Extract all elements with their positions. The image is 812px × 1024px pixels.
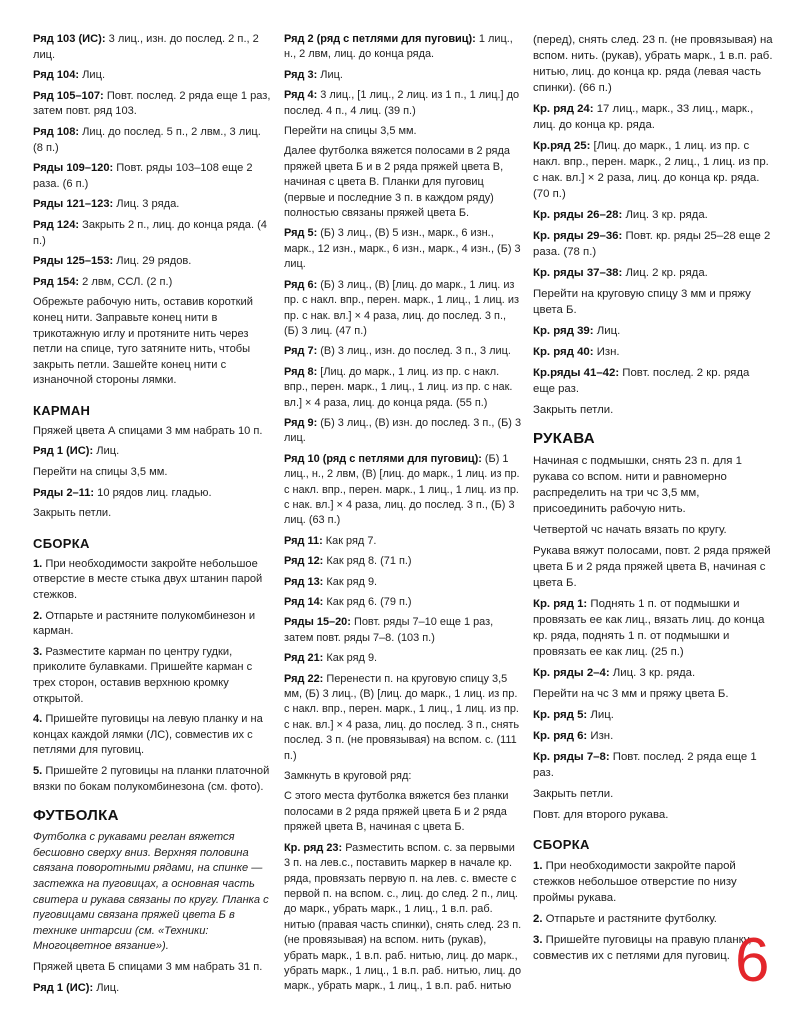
row-label: Кр. ряд 39: bbox=[533, 325, 594, 337]
paragraph bbox=[33, 218, 271, 249]
paragraph-text: Лиц. bbox=[587, 709, 614, 721]
row-label: 4. bbox=[33, 713, 43, 726]
paragraph-text: При необходимости закройте парой стежков небольшое отверстие по низу проймы рукава. bbox=[533, 860, 737, 904]
paragraph bbox=[33, 506, 271, 522]
paragraph bbox=[533, 686, 773, 702]
paragraph-text: Лиц. 3 ряда. bbox=[113, 198, 180, 211]
section-heading: ФУТБОЛКА bbox=[33, 807, 119, 825]
paragraph bbox=[33, 609, 271, 640]
row-label: Кр.ряд 25: bbox=[533, 140, 591, 152]
row-label: Кр. ряд 40: bbox=[533, 346, 594, 358]
paragraph bbox=[284, 278, 522, 340]
paragraph bbox=[284, 615, 522, 646]
paragraph-text: (Б) 3 лиц., (В) [лиц. до марк., 1 лиц. из пр. с накл. впр., перен. марк., 1 лиц., 1 лиц. из пр. с нак. вл.] × 4 раза, лиц. до послед. 3 п., (Б) 3 лиц. (47 п.) bbox=[284, 278, 519, 337]
paragraph-text: С этого места футболка вяжется без планки полосами в 2 ряда пряжей цвета Б и 2 ряда пряжей цвета В, начиная с цвета Б. bbox=[284, 790, 509, 834]
row-label: Ряд 3: bbox=[284, 68, 318, 81]
paragraph-text: Лиц. до послед. 5 п., 2 лвм., 3 лиц. (8 п.) bbox=[33, 125, 261, 154]
row-label: Ряд 13: bbox=[284, 575, 324, 588]
row-label: Ряд 8: bbox=[284, 365, 318, 378]
paragraph-text: Пряжей цвета А спицами 3 мм набрать 10 п. bbox=[33, 424, 263, 437]
row-label: Ряд 108: bbox=[33, 125, 80, 138]
row-label: Ряд 1 (ИС): bbox=[33, 445, 94, 458]
paragraph bbox=[33, 254, 271, 270]
paragraph bbox=[533, 707, 773, 723]
paragraph bbox=[284, 595, 522, 610]
paragraph bbox=[284, 534, 522, 549]
row-label: 1. bbox=[33, 557, 43, 570]
column-1 bbox=[33, 32, 271, 1001]
paragraph bbox=[284, 88, 522, 119]
paragraph-text: Пришейте пуговицы на левую планку и на концах каждой лямки (ЛС), совместив их с петлями для пуговиц. bbox=[33, 713, 263, 757]
paragraph-text: Лиц. bbox=[79, 69, 106, 82]
paragraph-text: Начиная с подмышки, снять 23 п. для 1 рукава со вспом. нити и равномерно распределить на три чс 3,5 мм, присоединить рабочую нить. bbox=[533, 455, 742, 515]
paragraph bbox=[533, 453, 773, 517]
paragraph-text: 3 лиц., изн. до послед. 2 п., 2 лиц. bbox=[33, 33, 259, 61]
paragraph bbox=[33, 197, 271, 213]
paragraph bbox=[284, 365, 522, 411]
paragraph-text: Лиц. bbox=[93, 445, 120, 458]
paragraph bbox=[533, 402, 773, 418]
paragraph-text: Пришейте 2 пуговицы на планки платочной вязки по бокам полукомбинезона (см. фото). bbox=[33, 764, 270, 793]
paragraph-text: Разместите карман по центру гудки, приколите булавками. Пришейте карман с трех сторон, оставив верхнюю кромку открытой. bbox=[33, 645, 253, 705]
paragraph bbox=[33, 645, 271, 707]
row-label: Кр. ряд 5: bbox=[533, 709, 588, 721]
paragraph bbox=[533, 911, 773, 927]
row-label: Ряд 104: bbox=[33, 69, 80, 82]
paragraph bbox=[284, 841, 522, 995]
paragraph-text: Повт. для второго рукава. bbox=[533, 809, 669, 821]
paragraph-text: Изн. bbox=[587, 730, 614, 742]
paragraph bbox=[533, 728, 773, 744]
paragraph-text: Повт. послед. 2 ряда еще 1 раз, затем повт. ряд 103. bbox=[33, 89, 271, 118]
row-label: Кр. ряды 26–28: bbox=[533, 209, 623, 221]
paragraph bbox=[533, 138, 773, 202]
paragraph bbox=[284, 769, 522, 784]
paragraph-text: Замкнуть в круговой ряд: bbox=[284, 770, 412, 783]
section-heading: РУКАВА bbox=[533, 430, 595, 447]
paragraph bbox=[284, 452, 522, 529]
paragraph-text: Перейти на спицы 3,5 мм. bbox=[284, 125, 417, 138]
paragraph-text: Как ряд 6. (79 п.) bbox=[323, 596, 412, 608]
row-label: Ряды 121–123: bbox=[33, 198, 114, 211]
paragraph bbox=[533, 265, 773, 281]
paragraph-text: Повт. послед. 2 кр. ряда еще раз. bbox=[533, 367, 750, 395]
row-label: Ряд 103 (ИС): bbox=[33, 33, 106, 45]
paragraph-text: Обрежьте рабочую нить, оставив короткий конец нити. Заправьте конец нити в трикотажную иглу и протяните нить через петли на спице, туго затяните нить, чтобы закрыть петли. Зашейте конец нити с изнаночной стороны лямки. bbox=[33, 296, 253, 387]
paragraph-text: Повт. послед. 2 ряда еще 1 раз. bbox=[533, 751, 757, 779]
paragraph-text: Лиц. bbox=[93, 981, 120, 994]
paragraph bbox=[33, 960, 271, 976]
column-3 bbox=[533, 32, 773, 969]
row-label: Ряд 4: bbox=[284, 89, 318, 102]
paragraph-text: Футболка с рукавами реглан вяжется бесшовно сверху вниз. Верхняя половина связана поворотными рядами, на спинке — застежка на пуговицах, а основная часть свитера и рукава связаны по кругу. Планка с пуговицами связана пряжей цвета Б в технике интарсии (см. «Техники: Многоцветное вязание»). bbox=[33, 831, 269, 953]
paragraph-text: (перед), снять след. 23 п. (не провязывая) на вспом. нить. (рукав), убрать марк., 1 в.п. раб. нитью, лиц. до конца кр. ряда (левая часть спинки). (66 п.) bbox=[533, 34, 773, 94]
paragraph bbox=[284, 226, 522, 272]
paragraph-text: (Б) 3 лиц., (В) изн. до послед. 3 п., (Б) 3 лиц. bbox=[284, 416, 522, 445]
row-label: Ряд 5: bbox=[284, 227, 318, 240]
paragraph-text: Изн. bbox=[593, 346, 620, 358]
row-label: Ряд 7: bbox=[284, 345, 318, 358]
paragraph bbox=[284, 672, 522, 764]
row-label: Кр. ряды 2–4: bbox=[533, 667, 610, 679]
paragraph bbox=[284, 789, 522, 835]
row-label: 1. bbox=[533, 860, 543, 872]
row-label: Ряд 14: bbox=[284, 596, 324, 608]
paragraph bbox=[533, 522, 773, 538]
paragraph-text: При необходимости закройте небольшое отверстие в месте стыка двух штанин парой стежков. bbox=[33, 557, 263, 602]
paragraph bbox=[533, 858, 773, 906]
paragraph-text: Закрыть петли. bbox=[533, 788, 614, 800]
paragraph-text: Закрыть петли. bbox=[533, 404, 614, 416]
row-label: Ряд 6: bbox=[284, 278, 318, 291]
paragraph-text: Четвертой чс начать вязать по кругу. bbox=[533, 524, 727, 536]
row-label: Кр. ряды 37–38: bbox=[533, 267, 623, 279]
paragraph bbox=[33, 764, 271, 795]
paragraph bbox=[33, 557, 271, 604]
paragraph-text: Лиц. bbox=[317, 68, 343, 81]
paragraph bbox=[33, 89, 271, 120]
paragraph-text: Пришейте пуговицы на правую планку, совместив их с петлями для пуговиц. bbox=[533, 934, 752, 962]
paragraph-text: Разместить вспом. с. за первыми 3 п. на лев.с., поставить маркер в начале кр. ряда, провязать первую п. на лев. с. вместе с первой п. на вспом. с., лиц. до след. 2 п., лиц. до марк., убрать марк., 1 лиц., 1 в.п. раб. нитью (правая часть спинки), снять след. 23 п. (не провязывая) на вспом. нить (рукав), убрать марк., 1 в.п. раб. нитью, лиц. до марк., убрать марк., 1 лиц., 1 в.п. раб. нитью, лиц. до марк., убрать марк., 1 лиц., 1 в.п. раб. нитью bbox=[284, 841, 522, 993]
paragraph bbox=[284, 575, 522, 590]
section-heading: КАРМАН bbox=[33, 402, 91, 418]
paragraph bbox=[533, 596, 773, 660]
row-label: Ряд 105–107: bbox=[33, 89, 104, 102]
paragraph-text: Перенести п. на круговую спицу 3,5 мм, (Б) 3 лиц., (В) [лиц. до марк., 1 лиц. из пр. с накл. впр., перен. марк., 1 лиц., 1 лиц. из пр. с нак. вл.] × 4 раза, лиц. до послед. 3 п., снять послед. 3 п. (не провязывая) на вспом. с. (111 п.) bbox=[284, 672, 520, 762]
paragraph bbox=[533, 286, 773, 318]
paragraph bbox=[33, 486, 271, 502]
row-label: 3. bbox=[533, 934, 543, 946]
paragraph bbox=[533, 207, 773, 223]
paragraph-text: Повт. ряды 7–10 еще 1 раз, затем повт. ряды 7–8. (103 п.) bbox=[284, 616, 494, 644]
paragraph bbox=[284, 554, 522, 569]
row-label: Кр.ряды 41–42: bbox=[533, 367, 620, 379]
paragraph bbox=[33, 125, 271, 156]
paragraph-text: Пряжей цвета Б спицами 3 мм набрать 31 п. bbox=[33, 960, 263, 973]
paragraph-text: Лиц. 2 кр. ряда. bbox=[622, 267, 708, 279]
row-label: Ряд 154: bbox=[33, 275, 80, 288]
paragraph-text: 3 лиц., [1 лиц., 2 лиц. из 1 п., 1 лиц.] до послед. 4 п., 4 лиц. (39 п.) bbox=[284, 89, 520, 117]
paragraph-text: (Б) 1 лиц., н., 2 лвм, (В) [лиц. до марк., 1 лиц. из пр. с накл. впр., перен. марк., 1 лиц., 1 лиц. из пр. с нак. вл.] × 4 раза, лиц. до послед. 3 п., (Б) 3 лиц. (63 п.) bbox=[284, 452, 520, 527]
paragraph-text: Повт. кр. ряды 25–28 еще 2 раза. (78 п.) bbox=[533, 230, 771, 258]
row-label: Ряды 109–120: bbox=[33, 162, 114, 175]
row-label: Ряд 2 (ряд с петлями для пуговиц): bbox=[284, 33, 476, 45]
row-label: Кр. ряды 29–36: bbox=[533, 230, 623, 242]
paragraph bbox=[533, 543, 773, 591]
paragraph-text: Повт. ряды 103–108 еще 2 раза. (6 п.) bbox=[33, 162, 253, 190]
page-number: 6 bbox=[735, 926, 770, 995]
row-label: Ряд 9: bbox=[284, 416, 318, 429]
paragraph bbox=[533, 344, 773, 360]
paragraph bbox=[533, 323, 773, 339]
paragraph-text: (Б) 3 лиц., (В) 5 изн., марк., 6 изн., марк., 12 изн., марк., 6 изн., марк., 4 изн., (Б) 3 лиц. bbox=[284, 227, 521, 271]
paragraph bbox=[33, 830, 271, 955]
row-label: Ряд 21: bbox=[284, 652, 324, 665]
row-label: Кр. ряд 23: bbox=[284, 841, 343, 854]
paragraph bbox=[533, 749, 773, 781]
paragraph bbox=[33, 424, 271, 440]
paragraph-text: (В) 3 лиц., изн. до послед. 3 п., 3 лиц. bbox=[317, 345, 511, 358]
section-heading: СБОРКА bbox=[33, 535, 90, 551]
paragraph-text: Как ряд 7. bbox=[322, 534, 377, 547]
row-label: Ряд 11: bbox=[284, 534, 323, 547]
paragraph bbox=[284, 32, 522, 63]
paragraph bbox=[284, 124, 522, 139]
paragraph bbox=[33, 295, 271, 389]
row-label: Ряд 10 (ряд с петлями для пуговиц): bbox=[284, 452, 482, 465]
paragraph-text: Как ряд 8. (71 п.) bbox=[323, 555, 412, 568]
paragraph-text: 1 лиц., н., 2 лвм, лиц. до конца ряда. bbox=[284, 33, 513, 61]
paragraph bbox=[33, 68, 271, 84]
paragraph-text: Закрыть 2 п., лиц. до конца ряда. (4 п.) bbox=[33, 218, 267, 247]
row-label: Ряд 124: bbox=[33, 218, 80, 231]
paragraph-text: Отпарьте и растяните полукомбинезон и карман. bbox=[33, 609, 256, 638]
paragraph-text: Рукава вяжут полосами, повт. 2 ряда пряжей цвета Б и 2 ряда пряжей цвета В, начиная с цвета Б. bbox=[533, 545, 771, 589]
paragraph-text: Перейти на спицы 3,5 мм. bbox=[33, 466, 168, 479]
paragraph-text: Лиц. 3 кр. ряда. bbox=[609, 667, 696, 679]
paragraph-text: 10 рядов лиц. гладью. bbox=[94, 486, 212, 499]
paragraph-text: Перейти на круговую спицу 3 мм и пряжу цвета Б. bbox=[533, 288, 751, 316]
row-label: Ряды 2–11: bbox=[33, 486, 95, 499]
section-heading: СБОРКА bbox=[533, 837, 590, 852]
paragraph bbox=[533, 807, 773, 823]
paragraph bbox=[33, 712, 271, 759]
paragraph bbox=[33, 465, 271, 481]
paragraph-text: [Лиц. до марк., 1 лиц. из пр. с накл. впр., перен. марк., 1 лиц., 1 лиц. из пр. с нак. вл.] × 4 раза, лиц. до конца ряда. (55 п.) bbox=[284, 365, 513, 409]
paragraph bbox=[284, 416, 522, 447]
paragraph bbox=[533, 32, 773, 96]
row-label: Кр. ряд 1: bbox=[533, 598, 588, 610]
paragraph-text: Поднять 1 п. от подмышки и провязать ее как лиц., вязать лиц. до конца кр. ряда, поднять 1 п. от подмышки и провязать ее как лиц. (25 п.) bbox=[533, 598, 765, 658]
row-label: Кр. ряды 7–8: bbox=[533, 751, 610, 763]
paragraph-text: Лиц. 29 рядов. bbox=[113, 255, 192, 268]
paragraph-text: Как ряд 9. bbox=[323, 575, 378, 588]
paragraph bbox=[533, 228, 773, 260]
paragraph bbox=[284, 68, 522, 83]
paragraph-text: Далее футболка вяжется полосами в 2 ряда пряжей цвета Б и в 2 ряда пряжей цвета В, начиная с цвета В. Планки для пуговиц (первые и последние 3 п. в каждом ряду) полностью связаны пряжей цвета Б. bbox=[284, 145, 510, 220]
paragraph bbox=[33, 161, 271, 192]
row-label: Ряды 125–153: bbox=[33, 255, 114, 268]
paragraph-text: Лиц. bbox=[593, 325, 621, 337]
paragraph bbox=[33, 275, 271, 291]
paragraph-text: Как ряд 9. bbox=[323, 652, 378, 665]
paragraph bbox=[533, 665, 773, 681]
paragraph bbox=[33, 444, 271, 460]
paragraph bbox=[284, 344, 522, 359]
row-label: Кр. ряд 6: bbox=[533, 730, 588, 742]
paragraph bbox=[533, 101, 773, 133]
paragraph-text: Отпарьте и растяните футболку. bbox=[542, 913, 717, 925]
row-label: 5. bbox=[33, 764, 43, 777]
paragraph bbox=[33, 32, 271, 63]
column-2 bbox=[284, 32, 522, 1000]
paragraph-text: Перейти на чс 3 мм и пряжу цвета Б. bbox=[533, 688, 729, 700]
paragraph bbox=[284, 144, 522, 221]
row-label: 2. bbox=[33, 609, 43, 622]
paragraph-text: Лиц. 3 кр. ряда. bbox=[622, 209, 708, 221]
row-label: Ряд 1 (ИС): bbox=[33, 981, 94, 994]
paragraph bbox=[533, 365, 773, 397]
paragraph bbox=[533, 786, 773, 802]
paragraph-text: 2 лвм, ССЛ. (2 п.) bbox=[79, 275, 173, 288]
paragraph-text: Закрыть петли. bbox=[33, 507, 112, 520]
row-label: 2. bbox=[533, 913, 543, 925]
paragraph bbox=[284, 651, 522, 666]
row-label: Кр. ряд 24: bbox=[533, 103, 594, 115]
paragraph bbox=[33, 981, 271, 997]
row-label: Ряд 22: bbox=[284, 672, 324, 685]
row-label: Ряд 12: bbox=[284, 555, 324, 568]
row-label: Ряды 15–20: bbox=[284, 616, 351, 629]
row-label: 3. bbox=[33, 645, 43, 658]
paragraph-text: [Лиц. до марк., 1 лиц. из пр. с накл. впр., перен. марк., 2 лиц., 1 лиц. из пр. с нак. вл.] × 2 раза, лиц. до конца кр. ряда. (70 п.) bbox=[533, 140, 769, 200]
paragraph-text: 17 лиц., марк., 33 лиц., марк., лиц. до конца кр. ряда. bbox=[533, 103, 754, 131]
